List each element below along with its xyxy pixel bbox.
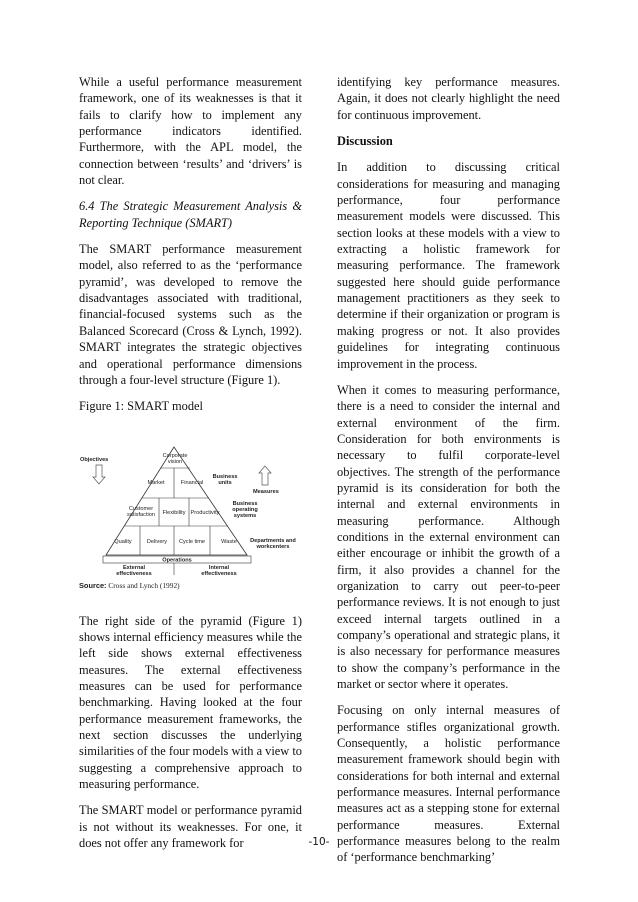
business-operating-systems-line3: systems: [233, 512, 257, 519]
cycle-time-label: Cycle time: [178, 538, 206, 545]
paragraph: When it comes to measuring performance, there is a need to consider the internal and external environment of the firm. Consideration for both environments is necessary to fulfil corporate-level objectives. The strength of the performance pyramid is its consideration for both the internal and external environments in measuring performance. Although conditions in the external environment can either encourage or inhibit the growth of a firm, it also provides a channel for the organization to carry out peer-to-peer performance reviews. It is not enough to just exceed internal targets outlined in a company’s operational and strategic plans, it is also necessary for performance measures to show the company’s performance in the market or sector where it operates.: [337, 382, 560, 692]
operations-label: Operations: [162, 557, 192, 564]
smart-pyramid-figure: [79, 425, 302, 605]
corporate-vision-line1: Corporate: [162, 452, 188, 459]
external-effectiveness-line2: effectiveness: [116, 570, 152, 577]
corporate-vision-line2: vision: [167, 458, 183, 465]
left-column: [79, 74, 302, 861]
waste-label: Waste: [221, 538, 237, 545]
right-column: [337, 74, 560, 876]
productivity-label: Productivity: [190, 509, 220, 516]
measures-label: Measures: [253, 488, 279, 495]
delivery-label: Delivery: [146, 538, 168, 545]
departments-line1: Departments and: [250, 537, 296, 544]
source-text: Cross and Lynch (1992): [106, 580, 180, 590]
paragraph: The SMART performance measurement model, also referred to as the ‘performance pyramid’, was developed to remove the disadvantages associated with traditional, financial-focused systems such as the Balanced Scorecard (Cross & Lynch, 1992). SMART integrates the strategic objectives and operational performance dimensions through a four-level structure (Figure 1).: [79, 242, 302, 387]
financial-label: Financial: [180, 479, 204, 486]
business-units-line1: Business: [212, 473, 238, 480]
flexibility-label: Flexibility: [162, 509, 186, 516]
departments-line2: workcenters: [256, 543, 290, 550]
internal-efficiency-line2: effectiveness: [201, 570, 237, 577]
figure-source: [79, 581, 180, 590]
customer-satisfaction-line1: Customer: [128, 505, 154, 512]
internal-efficiency-line1: Internal: [208, 564, 230, 571]
paragraph: The SMART model or performance pyramid is not without its weaknesses. For one, it does not offer any framework for: [79, 803, 302, 850]
figure-title: Figure 1: SMART model: [79, 399, 203, 414]
measures-arrow-icon: [259, 466, 271, 485]
quality-label: Quality: [114, 538, 132, 545]
page-number: -10-: [308, 836, 330, 848]
external-effectiveness-line1: External: [122, 564, 146, 571]
source-label: Source:: [79, 580, 107, 590]
customer-satisfaction-line2: satisfaction: [127, 511, 155, 518]
objectives-arrow-icon: [93, 465, 105, 484]
paragraph: In addition to discussing critical considerations for measuring and managing performance, four performance measurement models were discussed. This section looks at these models with a view to extracting a holistic framework for measuring performance. The framework suggested here should guide performance management practitioners as they seek to determine if their organization or program is making progress or not. It also provides guidelines for integrating continuous improvement in the process.: [337, 160, 560, 371]
objectives-label: Objectives: [80, 456, 109, 463]
paragraph: While a useful performance measurement framework, one of its weaknesses is that it fails to clarify how to implement any performance indicators identified. Furthermore, with the APL model, the connection between ‘results’ and ‘drivers’ is not clear.: [79, 75, 302, 188]
section-heading: Discussion: [337, 134, 393, 149]
paragraph: Focusing on only internal measures of performance stifles organizational growth. Consequently, a holistic performance measurement framework should begin with considerations for both internal and external performance measures. Internal performance measures act as a stepping stone for external performance measures. External performance measures belong to the realm of ‘performance benchmarking’: [337, 703, 560, 865]
business-operating-systems-line2: operating: [232, 506, 258, 513]
business-units-line2: units: [218, 479, 232, 486]
paragraph: The right side of the pyramid (Figure 1) shows internal efficiency measures while the left side shows external effectiveness measures. The external effectiveness measures can be used for performance benchmarking. Having looked at the four performance measurement frameworks, the next section discusses the underlying similarities of the four models with a view to suggesting a comprehensive approach to measuring performance.: [79, 613, 302, 791]
section-heading: 6.4 The Strategic Measurement Analysis & Reporting Technique (SMART): [79, 199, 302, 230]
paragraph: identifying key performance measures. Again, it does not clearly highlight the need for continuous improvement.: [337, 75, 560, 122]
market-label: Market: [147, 479, 165, 486]
business-operating-systems-line1: Business: [232, 500, 258, 507]
